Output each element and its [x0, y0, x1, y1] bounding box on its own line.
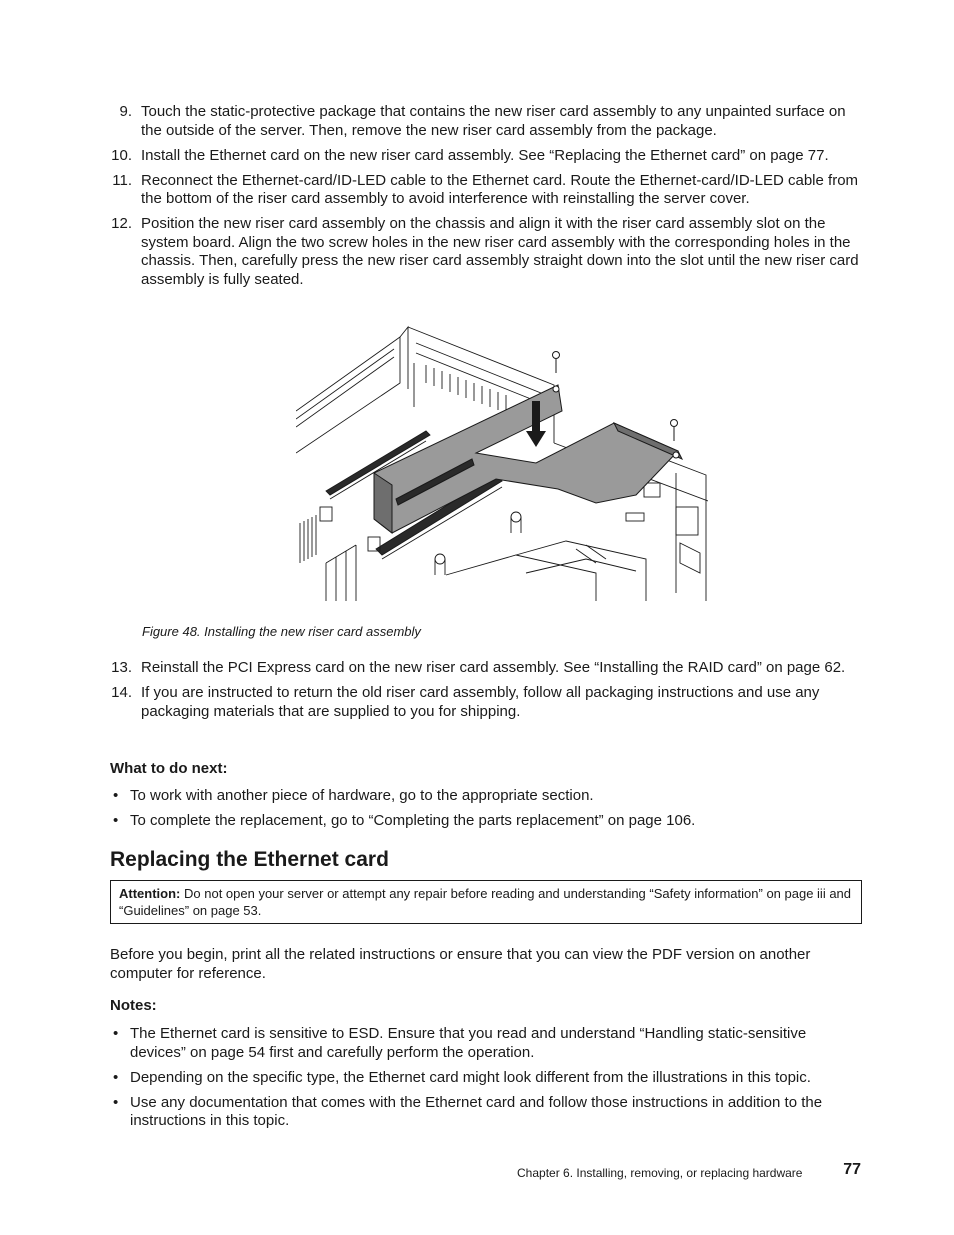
what-next-list: [110, 787, 862, 837]
step-number: 14.: [111, 684, 132, 701]
section-title: Replacing the Ethernet card: [110, 848, 389, 871]
what-to-do-next-heading: What to do next:: [110, 760, 228, 777]
step-item: [110, 215, 862, 289]
steps-list-part2: [110, 659, 862, 728]
footer-chapter: Chapter 6. Installing, removing, or replacing hardware: [517, 1166, 803, 1180]
step-text: Touch the static-protective package that contains the new riser card assembly to any unpainted surface on the outside of the server. Then, remove the new riser card assembly from the package.: [141, 103, 846, 139]
attention-box: [110, 880, 862, 924]
step-number: 13.: [111, 659, 132, 676]
list-item: • Use any documentation that comes with the Ethernet card and follow those instructions in addition to the instructions in this topic.: [110, 1094, 862, 1131]
step-number: 9.: [119, 103, 132, 120]
list-item: • To complete the replacement, go to “Completing the parts replacement” on page 106.: [110, 812, 862, 831]
page-number: 77: [843, 1161, 861, 1178]
step-text: If you are instructed to return the old riser card assembly, follow all packaging instructions and use any packaging materials that are supplied to you for shipping.: [141, 684, 820, 720]
step-item: [110, 172, 862, 209]
list-item: • To work with another piece of hardware, go to the appropriate section.: [110, 787, 862, 806]
list-item: • The Ethernet card is sensitive to ESD. Ensure that you read and understand “Handling static-sensitive devices” on page 54 first and carefully perform the operation.: [110, 1025, 862, 1062]
step-item: [110, 659, 862, 678]
notes-list: [110, 1025, 862, 1137]
step-text: Reconnect the Ethernet-card/ID-LED cable to the Ethernet card. Route the Ethernet-card/ID-LED cable from the bottom of the riser card assembly to avoid interference with reinstalling the server cover.: [141, 171, 859, 207]
notes-heading: Notes:: [110, 997, 157, 1014]
riser-card-drawing: [296, 323, 708, 601]
list-item: • Depending on the specific type, the Ethernet card might look different from the illustrations in this topic.: [110, 1069, 862, 1088]
attention-text: Do not open your server or attempt any repair before reading and understanding “Safety information” on page iii and “Guidelines” on page 53.: [119, 886, 852, 918]
step-number: 12.: [111, 215, 132, 232]
step-text: Position the new riser card assembly on the chassis and align it with the riser card assembly slot on the system board. Align the two screw holes in the new riser card assembly with the corresponding holes in the chassis. Then, carefully press the new riser card assembly straight down into the slot until the new riser card assembly is fully seated.: [141, 215, 859, 288]
step-text: Install the Ethernet card on the new riser card assembly. See “Replacing the Ethernet card” on page 77.: [141, 146, 829, 164]
steps-list-part1: [110, 103, 862, 296]
step-number: 11.: [112, 171, 132, 189]
attention-label: Attention:: [119, 886, 181, 901]
step-number: 10.: [111, 146, 132, 164]
riser-card-installation-illustration: [296, 323, 708, 601]
figure-caption: Figure 48. Installing the new riser card assembly: [142, 624, 421, 639]
step-item: [110, 103, 862, 140]
intro-paragraph: Before you begin, print all the related instructions or ensure that you can view the PDF version on another computer for reference.: [110, 946, 811, 982]
step-item: [110, 684, 862, 721]
step-item: [110, 147, 862, 166]
step-text: Reinstall the PCI Express card on the new riser card assembly. See “Installing the RAID card” on page 62.: [141, 659, 846, 676]
